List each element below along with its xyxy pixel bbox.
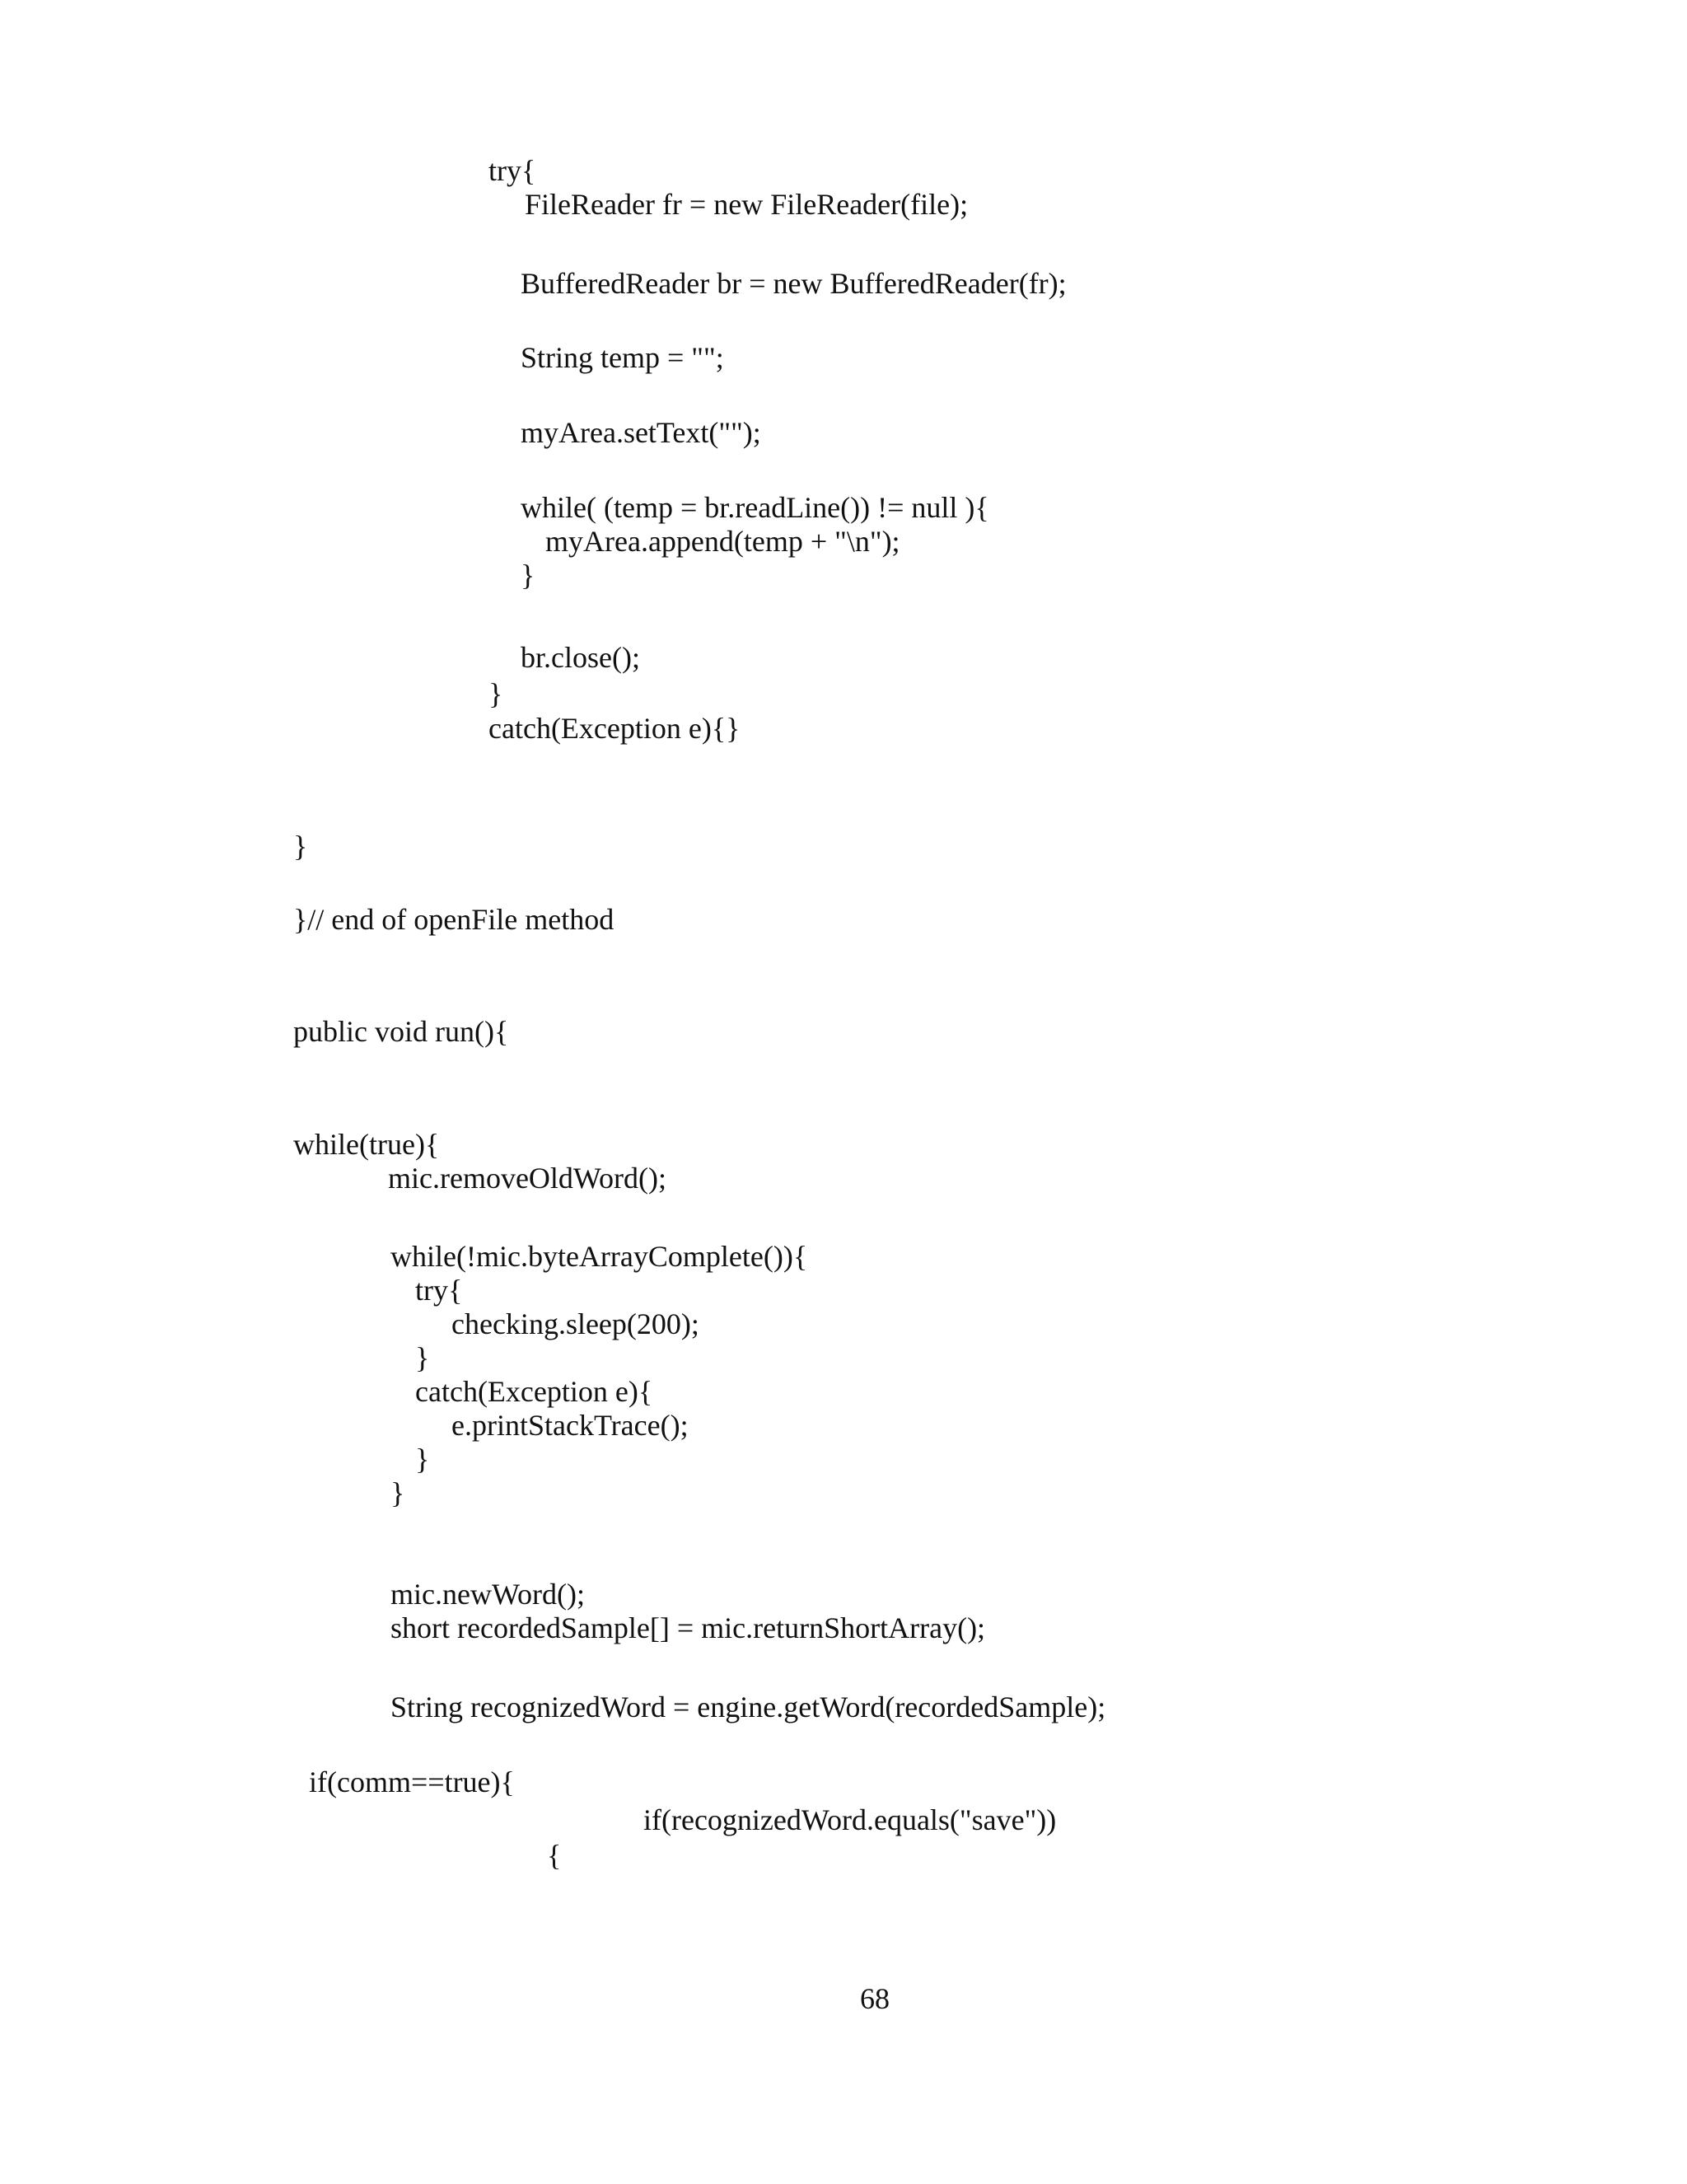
code-line: FileReader fr = new FileReader(file); <box>525 188 969 221</box>
code-line: BufferedReader br = new BufferedReader(fr); <box>521 267 1067 300</box>
code-line: { <box>547 1839 562 1872</box>
code-line: }// end of openFile method <box>293 903 615 936</box>
code-line: myArea.setText(""); <box>521 416 761 449</box>
code-line: public void run(){ <box>293 1015 509 1048</box>
code-line: while(true){ <box>293 1128 440 1161</box>
code-line: mic.removeOldWord(); <box>388 1162 666 1195</box>
code-line: while(!mic.byteArrayComplete()){ <box>390 1240 808 1273</box>
code-line: e.printStackTrace(); <box>451 1409 689 1442</box>
code-line: if(recognizedWord.equals("save")) <box>643 1803 1057 1836</box>
code-line: catch(Exception e){ <box>415 1375 653 1408</box>
code-line: try{ <box>415 1274 463 1307</box>
code-line: try{ <box>488 154 536 187</box>
code-line: br.close(); <box>521 641 640 674</box>
code-line: short recordedSample[] = mic.returnShortArray(); <box>390 1611 986 1644</box>
code-line: if(comm==true){ <box>309 1765 515 1798</box>
code-line: myArea.append(temp + "\n"); <box>545 525 900 558</box>
code-line: String temp = ""; <box>521 341 724 374</box>
code-line: while( (temp = br.readLine()) != null ){ <box>521 491 989 524</box>
code-line: } <box>390 1476 405 1509</box>
code-line: } <box>293 830 308 863</box>
code-line: catch(Exception e){} <box>488 712 741 745</box>
code-line: mic.newWord(); <box>390 1578 586 1611</box>
code-line: } <box>415 1443 430 1475</box>
code-line: } <box>488 677 503 710</box>
code-line: } <box>521 559 535 592</box>
code-line: checking.sleep(200); <box>451 1307 699 1340</box>
code-line: } <box>415 1341 430 1374</box>
code-line: String recognizedWord = engine.getWord(recordedSample); <box>390 1691 1106 1723</box>
page-number: 68 <box>860 1982 890 2015</box>
